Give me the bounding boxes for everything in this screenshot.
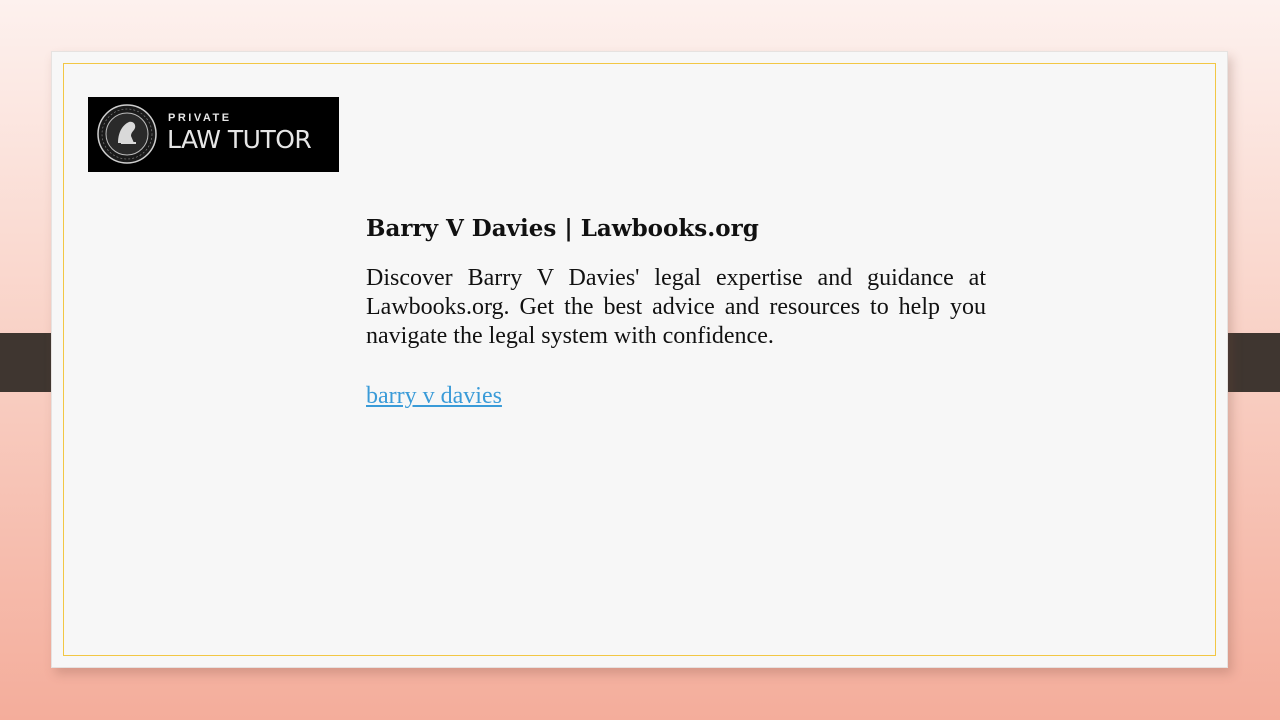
logo-label-small: PRIVATE [168,112,232,124]
private-law-tutor-logo [88,97,339,172]
logo-label-big: LAW TUTOR [167,125,312,154]
slide-card [51,51,1228,668]
page-title: Barry V Davies | Lawbooks.org [366,215,759,242]
barry-v-davies-link[interactable]: barry v davies [366,383,502,409]
article-description: Discover Barry V Davies' legal expertise and guidance at Lawbooks.org. Get the best advice and resources to help you navigate the legal system with confidence. [366,265,986,349]
seal-icon [96,103,158,165]
article-content [366,210,986,410]
